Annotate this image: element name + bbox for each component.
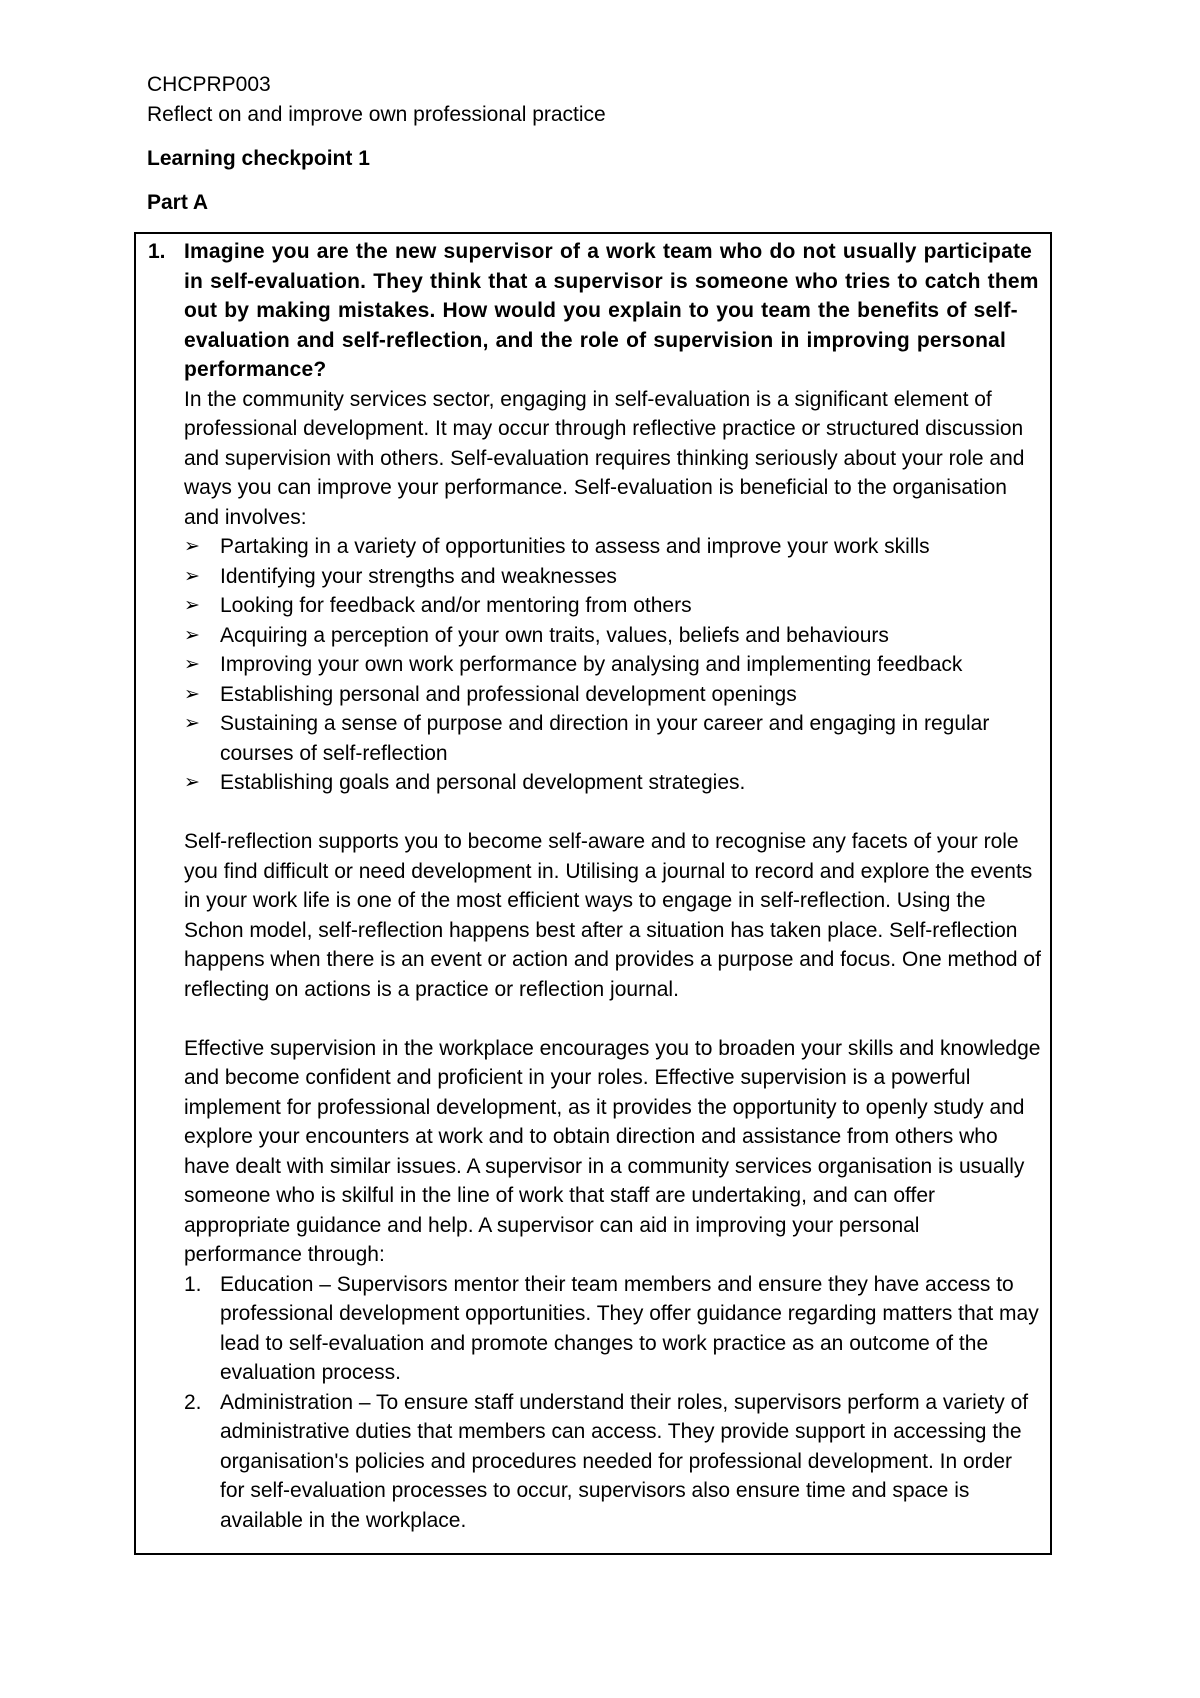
list-item-text: Improving your own work performance by analysing and implementing feedback: [220, 653, 963, 676]
list-item: [184, 680, 1042, 710]
self-reflection-paragraph: Self-reflection supports you to become self-aware and to recognise any facets of your role you find difficult or need development in. Utilising a journal to record and explore the events in your work life is one of the most efficient ways to engage in self-reflection. Using the Schon model, self-reflection happens best after a situation has taken place. Self-reflection happens when there is an event or action and provides a purpose and focus. One method of reflecting on actions is a practice or reflection journal.: [184, 830, 1041, 1001]
list-item-text: Administration – To ensure staff understand their roles, supervisors perform a variety of administrative duties that members can access. They provide support in accessing the organisation's policies and procedures needed for professional development. In order for self-evaluation processes to occur, supervisors also ensure time and space is available in the workplace.: [220, 1390, 1029, 1532]
arrow-bullet-icon: ➢: [184, 772, 200, 793]
part-title: Part A: [147, 191, 209, 214]
document-header: [147, 70, 606, 129]
list-item: [184, 562, 1042, 592]
arrow-bullet-icon: ➢: [184, 713, 200, 734]
paragraph-gap: [184, 798, 1042, 828]
list-item: [184, 532, 1042, 562]
supervision-paragraph: Effective supervision in the workplace encourages you to broaden your skills and knowledge and become confident and proficient in your roles. Effective supervision is a powerful implement for professional development, as it provides the opportunity to openly study and explore your encounters at work and to obtain direction and assistance from others who have dealt with similar issues. A supervisor in a community services organisation is usually someone who is skilful in the line of work that staff are undertaking, and can offer appropriate guidance and help. A supervisor can aid in improving your personal performance through:: [184, 1036, 1041, 1266]
unit-title: Reflect on and improve own professional practice: [147, 102, 606, 126]
arrow-bullet-icon: ➢: [184, 565, 200, 587]
paragraph-gap: [184, 1004, 1042, 1034]
list-item-number: 2.: [184, 1390, 202, 1414]
unit-code: CHCPRP003: [147, 73, 271, 96]
answer-intro: In the community services sector, engaging in self-evaluation is a significant element of professional development. It may occur through reflective practice or structured discussion and supervision with others. Self-evaluation requires thinking seriously about your role and ways you can improve your performance. Self-evaluation is beneficial to the organisation and involves:: [184, 387, 1025, 529]
checkpoint-title: Learning checkpoint 1: [147, 147, 370, 170]
list-item-text: Education – Supervisors mentor their team members and ensure they have access to professional development opportunities. They offer guidance regarding matters that may lead to self-evaluation and promote changes to work practice as an outcome of the evaluation process.: [220, 1272, 1039, 1384]
arrow-bullet-icon: ➢: [184, 595, 200, 616]
question-text: Imagine you are the new supervisor of a work team who do not usually participate in self-evaluation. They think that a supervisor is someone who tries to catch them out by making mistakes. How would you explain to you team the benefits of self-evaluation and self-reflection, and the role of supervision in improving personal performance?: [184, 240, 1039, 381]
list-item-number: 1.: [184, 1272, 202, 1296]
supervision-functions-list: [184, 1270, 1042, 1536]
list-item: [184, 591, 1042, 621]
arrow-bullet-icon: ➢: [184, 683, 200, 705]
list-item: [184, 621, 1042, 651]
arrow-bullet-icon: ➢: [184, 536, 200, 557]
list-item-text: Establishing goals and personal development strategies.: [220, 771, 746, 794]
list-item: [184, 709, 1042, 768]
list-item-text: Establishing personal and professional development openings: [220, 682, 797, 706]
list-item-text: Acquiring a perception of your own traits, values, beliefs and behaviours: [220, 623, 889, 647]
question-item: [148, 237, 1042, 1535]
arrow-bullet-icon: ➢: [184, 624, 200, 646]
question-box: [134, 232, 1052, 1555]
list-item-text: Sustaining a sense of purpose and direction in your career and engaging in regular courses of self-reflection: [220, 712, 990, 765]
self-evaluation-list: [184, 532, 1042, 798]
list-item: [184, 1270, 1042, 1388]
question-body: [184, 237, 1042, 1535]
list-item: [184, 650, 1042, 680]
question-number: 1.: [148, 240, 166, 263]
list-item-text: Identifying your strengths and weaknesses: [220, 564, 617, 588]
list-item-text: Looking for feedback and/or mentoring from others: [220, 594, 692, 617]
list-item-text: Partaking in a variety of opportunities to assess and improve your work skills: [220, 535, 930, 558]
list-item: [184, 768, 1042, 798]
list-item: [184, 1388, 1042, 1536]
arrow-bullet-icon: ➢: [184, 654, 200, 675]
